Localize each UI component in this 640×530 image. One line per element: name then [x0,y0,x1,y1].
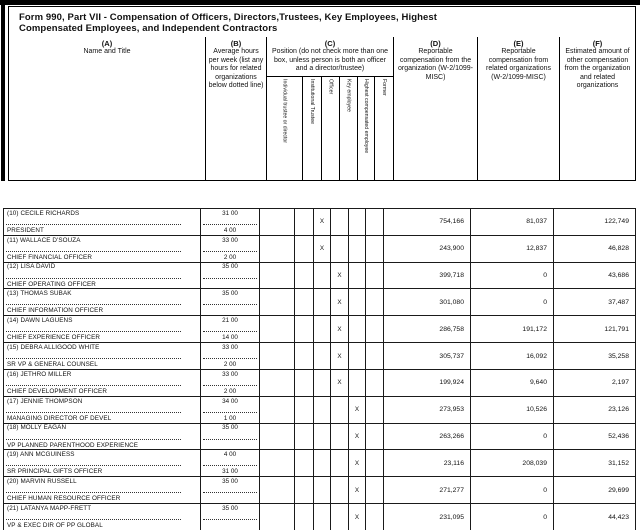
cell-comp-related [470,397,553,423]
checkbox-former [365,450,383,476]
cell-name-title [4,209,200,235]
comp-org: 199,924 [439,379,464,387]
checkbox-highest-compensated [348,263,365,289]
checkbox-former [365,477,383,503]
dotted-leader [203,380,257,386]
person-hours: 4 00 [223,451,237,459]
cell-hours [200,343,259,369]
cell-comp-related [470,263,553,289]
checkbox-individual-trustee [259,236,294,262]
check-mark: X [354,513,360,521]
comp-related: 81,037 [526,218,547,226]
checkbox-key-employee [330,209,348,235]
checkbox-former [365,397,383,423]
cell-comp-org [383,397,470,423]
column-tag-a: (A) [101,39,113,48]
comp-related: 9,640 [529,379,547,387]
person-name: (20) MARVIN RUSSELL [7,478,77,486]
checkbox-officer [313,450,330,476]
checkbox-former [365,289,383,315]
cell-comp-org [383,209,470,235]
cell-comp-other [553,424,635,450]
checkbox-highest-compensated [348,397,365,423]
person-hours: 35 00 [222,263,238,271]
checkbox-individual-trustee [259,397,294,423]
person-name: (21) LATANYA MAPP-FRETT [7,504,92,512]
checkbox-key-employee [330,477,348,503]
checkbox-institutional-trustee [294,450,313,476]
column-label-b: Average hours per week (list any hours for related organizations below dotted line) [208,48,264,89]
column-tag-e: (E) [513,39,524,48]
subcolumn-former: Former [374,76,393,181]
person-name: (14) DAWN LAGUENS [7,317,73,325]
checkbox-individual-trustee [259,343,294,369]
checkbox-officer [313,370,330,396]
comp-other: 23,126 [608,406,629,414]
check-mark: X [337,352,342,360]
cell-hours [200,424,259,450]
comp-other: 37,487 [608,298,629,306]
column-header-e [477,37,559,180]
table-row [4,236,635,263]
dotted-leader [203,353,257,359]
cell-name-title [4,289,200,315]
checkbox-officer [313,477,330,503]
person-title: SR VP & GENERAL COUNSEL [7,361,98,369]
person-hours-related [201,441,259,450]
cell-hours [200,504,259,530]
person-hours-related [201,280,259,289]
cell-name-title [4,504,200,530]
position-subcolumns [267,76,393,181]
cell-hours [200,263,259,289]
person-name: (10) CECILE RICHARDS [7,209,80,217]
table-row [4,289,635,316]
checkbox-individual-trustee [259,450,294,476]
comp-other: 29,699 [608,486,629,494]
comp-org: 754,166 [439,218,464,226]
cell-comp-other [553,263,635,289]
person-title: CHIEF DEVELOPMENT OFFICER [7,387,107,395]
dotted-leader [6,460,181,466]
checkbox-individual-trustee [259,477,294,503]
person-hours: 34 00 [222,397,238,405]
cell-comp-related [470,289,553,315]
cell-hours [200,316,259,342]
column-tag-d: (D) [430,39,441,48]
comp-other: 122,749 [604,218,629,226]
cell-hours [200,236,259,262]
person-name: (12) LISA DAVID [7,263,56,271]
checkbox-former [365,236,383,262]
checkbox-highest-compensated [348,370,365,396]
checkbox-former [365,263,383,289]
person-name: (16) JETHRO MILLER [7,370,72,378]
person-hours-related: 2 00 [223,387,237,395]
checkbox-officer [313,263,330,289]
cell-comp-related [470,450,553,476]
person-title: PRESIDENT [7,226,44,234]
cell-comp-org [383,263,470,289]
check-mark: X [337,298,342,306]
check-mark: X [337,272,342,280]
comp-related: 0 [543,298,547,306]
checkbox-officer [313,504,330,530]
checkbox-highest-compensated [348,209,365,235]
checkbox-key-employee [330,343,348,369]
person-name: (11) WALLACE D'SOUZA [7,236,81,244]
person-name: (17) JENNIE THOMPSON [7,397,83,405]
cell-comp-other [553,370,635,396]
comp-related: 10,526 [526,406,547,414]
checkbox-highest-compensated [348,289,365,315]
person-hours-related: 4 00 [223,226,237,234]
checkbox-institutional-trustee [294,289,313,315]
checkbox-former [365,343,383,369]
checkbox-individual-trustee [259,424,294,450]
comp-org: 231,095 [439,513,464,521]
dotted-leader [203,487,257,493]
checkbox-institutional-trustee [294,343,313,369]
column-header-b [205,37,266,180]
comp-org: 399,718 [439,272,464,280]
table-row [4,370,635,397]
column-header-a [9,37,205,180]
person-hours: 31 00 [222,209,238,217]
table-row [4,316,635,343]
column-label-f: Estimated amount of other compensation from the organization and related organizations [564,48,631,89]
checkbox-key-employee [330,236,348,262]
checkbox-highest-compensated [348,504,365,530]
checkbox-officer [313,236,330,262]
check-mark: X [354,486,360,494]
checkbox-officer [313,289,330,315]
checkbox-key-employee [330,450,348,476]
table-row [4,504,635,530]
comp-related: 208,039 [522,459,547,467]
checkbox-individual-trustee [259,263,294,289]
comp-related: 12,837 [526,245,547,253]
cell-comp-other [553,236,635,262]
table-row [4,450,635,477]
person-name: (19) ANN MCGUINESS [7,451,75,459]
checkbox-individual-trustee [259,316,294,342]
cell-hours [200,209,259,235]
checkbox-key-employee [330,316,348,342]
checkbox-former [365,370,383,396]
cell-hours [200,370,259,396]
comp-other: 31,152 [608,459,629,467]
person-hours: 35 00 [222,424,238,432]
person-title: CHIEF FINANCIAL OFFICER [7,253,92,261]
checkbox-individual-trustee [259,209,294,235]
person-name: (15) DEBRA ALLIGOOD WHITE [7,343,100,351]
checkbox-highest-compensated [348,477,365,503]
checkbox-institutional-trustee [294,316,313,342]
checkbox-former [365,316,383,342]
checkbox-individual-trustee [259,289,294,315]
cell-comp-related [470,209,553,235]
cell-comp-org [383,450,470,476]
checkbox-highest-compensated [348,343,365,369]
comp-other: 43,686 [608,272,629,280]
column-header-d [393,37,477,180]
person-hours: 33 00 [222,236,238,244]
checkbox-institutional-trustee [294,397,313,423]
person-hours-related: 1 00 [223,414,237,422]
subcolumn-highest-compensated: Highest compensated employee [357,76,374,181]
dotted-leader [6,272,181,278]
table-row [4,397,635,424]
dotted-leader [203,246,257,252]
checkbox-former [365,504,383,530]
subcolumn-institutional-trustee: Institutional Trustee [302,76,321,181]
cell-comp-other [553,289,635,315]
table-row [4,424,635,451]
cell-comp-related [470,236,553,262]
column-label-e: Reportable compensation from related organizations (W-2/1099-MISC) [486,48,551,81]
cell-comp-other [553,397,635,423]
checkbox-key-employee [330,504,348,530]
person-title: CHIEF HUMAN RESOURCE OFFICER [7,495,121,503]
cell-name-title [4,397,200,423]
person-title: SR PRINCIPAL GIFTS OFFICER [7,468,103,476]
dotted-leader [203,326,257,332]
scan-top-border [0,0,640,5]
person-hours-related: 2 00 [223,253,237,261]
table-row [4,209,635,236]
cell-name-title [4,370,200,396]
dotted-leader [203,460,257,466]
cell-comp-related [470,424,553,450]
checkbox-institutional-trustee [294,424,313,450]
person-hours: 35 00 [222,504,238,512]
form-title-line1: Form 990, Part VII - Compensation of Officers, Directors,Trustees, Key Employees, Highest [19,12,438,23]
checkbox-institutional-trustee [294,263,313,289]
comp-other: 121,791 [604,325,629,333]
cell-hours [200,289,259,315]
cell-comp-other [553,504,635,530]
cell-name-title [4,424,200,450]
checkbox-key-employee [330,289,348,315]
comp-related: 0 [543,433,547,441]
cell-comp-other [553,450,635,476]
comp-related: 0 [543,513,547,521]
cell-hours [200,397,259,423]
cell-comp-org [383,370,470,396]
comp-related: 0 [543,272,547,280]
dotted-leader [6,487,181,493]
person-hours-related: 2 00 [223,361,237,369]
checkbox-highest-compensated [348,450,365,476]
checkbox-highest-compensated [348,236,365,262]
subcolumn-key-employee: Key employee [339,76,357,181]
checkbox-key-employee [330,263,348,289]
check-mark: X [337,325,342,333]
person-hours-related: 31 00 [222,468,238,476]
cell-comp-related [470,477,553,503]
cell-comp-other [553,343,635,369]
column-label-a: Name and Title [83,48,131,55]
comp-org: 23,116 [443,459,464,467]
person-title: CHIEF OPERATING OFFICER [7,280,96,288]
header-table [8,6,636,181]
cell-name-title [4,316,200,342]
person-hours: 35 00 [222,290,238,298]
checkbox-institutional-trustee [294,209,313,235]
table-row [4,477,635,504]
checkbox-individual-trustee [259,370,294,396]
cell-comp-related [470,316,553,342]
comp-org: 273,953 [439,406,464,414]
cell-name-title [4,236,200,262]
cell-comp-other [553,477,635,503]
person-hours: 21 00 [222,317,238,325]
checkbox-key-employee [330,397,348,423]
dotted-leader [203,514,257,520]
cell-name-title [4,343,200,369]
cell-comp-related [470,504,553,530]
checkbox-officer [313,316,330,342]
column-tag-c: (C) [324,39,336,48]
comp-org: 301,080 [439,298,464,306]
cell-comp-related [470,370,553,396]
dotted-leader [6,380,181,386]
person-hours-related: 14 00 [222,334,238,342]
comp-org: 263,266 [439,433,464,441]
checkbox-institutional-trustee [294,504,313,530]
cell-hours [200,477,259,503]
compensation-table-body [3,208,636,530]
column-header-c [266,37,393,180]
dotted-leader [203,407,257,413]
cell-comp-org [383,316,470,342]
subcolumn-individual-trustee: Individual trustee or director [267,76,302,181]
checkbox-individual-trustee [259,504,294,530]
checkbox-former [365,209,383,235]
comp-other: 35,258 [608,352,629,360]
person-title: CHIEF INFORMATION OFFICER [7,307,104,315]
subcolumn-officer: Officer [321,76,339,181]
cell-name-title [4,263,200,289]
comp-other: 52,436 [608,433,629,441]
comp-org: 305,737 [439,352,464,360]
cell-comp-org [383,504,470,530]
checkbox-institutional-trustee [294,236,313,262]
checkbox-officer [313,209,330,235]
checkbox-highest-compensated [348,316,365,342]
checkbox-institutional-trustee [294,477,313,503]
person-title: MANAGING DIRECTOR OF DEVEL [7,414,112,422]
cell-comp-org [383,477,470,503]
column-label-d: Reportable compensation from the organization (W-2/1099-MISC) [398,48,473,81]
dotted-leader [203,433,257,439]
dotted-leader [203,272,257,278]
checkbox-officer [313,343,330,369]
comp-org: 243,900 [439,245,464,253]
comp-org: 286,758 [439,325,464,333]
table-row [4,263,635,290]
check-mark: X [319,218,325,226]
comp-other: 44,423 [608,513,629,521]
person-hours: 33 00 [222,370,238,378]
check-mark: X [337,379,342,387]
person-hours: 35 00 [222,478,238,486]
checkbox-highest-compensated [348,424,365,450]
dotted-leader [203,299,257,305]
person-name: (13) THOMAS SUBAK [7,290,72,298]
person-hours-related [201,307,259,316]
column-headers [9,37,635,180]
person-hours: 33 00 [222,343,238,351]
dotted-leader [6,407,181,413]
dotted-leader [6,326,181,332]
comp-other: 2,197 [611,379,629,387]
column-tag-f: (F) [592,39,603,48]
dotted-leader [6,299,181,305]
comp-other: 46,828 [608,245,629,253]
cell-comp-org [383,343,470,369]
scan-left-border [1,0,5,181]
cell-comp-related [470,343,553,369]
dotted-leader [6,433,181,439]
cell-comp-org [383,236,470,262]
form-title [9,7,635,37]
person-hours-related [201,494,259,503]
cell-comp-other [553,316,635,342]
checkbox-officer [313,424,330,450]
check-mark: X [354,433,360,441]
checkbox-key-employee [330,370,348,396]
cell-name-title [4,477,200,503]
person-hours-related [201,521,259,530]
checkbox-officer [313,397,330,423]
cell-hours [200,450,259,476]
check-mark: X [354,459,360,467]
dotted-leader [6,246,181,252]
person-title: CHIEF EXPERIENCE OFFICER [7,334,101,342]
checkbox-institutional-trustee [294,370,313,396]
dotted-leader [6,219,181,225]
table-row [4,343,635,370]
dotted-leader [6,514,181,520]
cell-comp-org [383,424,470,450]
person-name: (18) MOLLY EAGAN [7,424,67,432]
dotted-leader [203,219,257,225]
cell-comp-other [553,209,635,235]
person-title: VP & EXEC DIR OF PP GLOBAL [7,522,103,530]
form-title-line2: Compensated Employees, and Independent Contractors [19,23,278,34]
check-mark: X [319,245,325,253]
checkbox-former [365,424,383,450]
checkbox-key-employee [330,424,348,450]
comp-related: 16,092 [526,352,547,360]
person-title: VP PLANNED PARENTHOOD EXPERIENCE [7,441,139,449]
check-mark: X [354,406,360,414]
column-label-c: Position (do not check more than one box, unless person is both an officer and a director/trustee) [272,48,388,72]
column-header-f [559,37,635,180]
cell-comp-org [383,289,470,315]
comp-org: 271,277 [439,486,464,494]
comp-related: 191,172 [522,325,547,333]
comp-related: 0 [543,486,547,494]
column-tag-b: (B) [230,39,242,48]
dotted-leader [6,353,181,359]
cell-name-title [4,450,200,476]
